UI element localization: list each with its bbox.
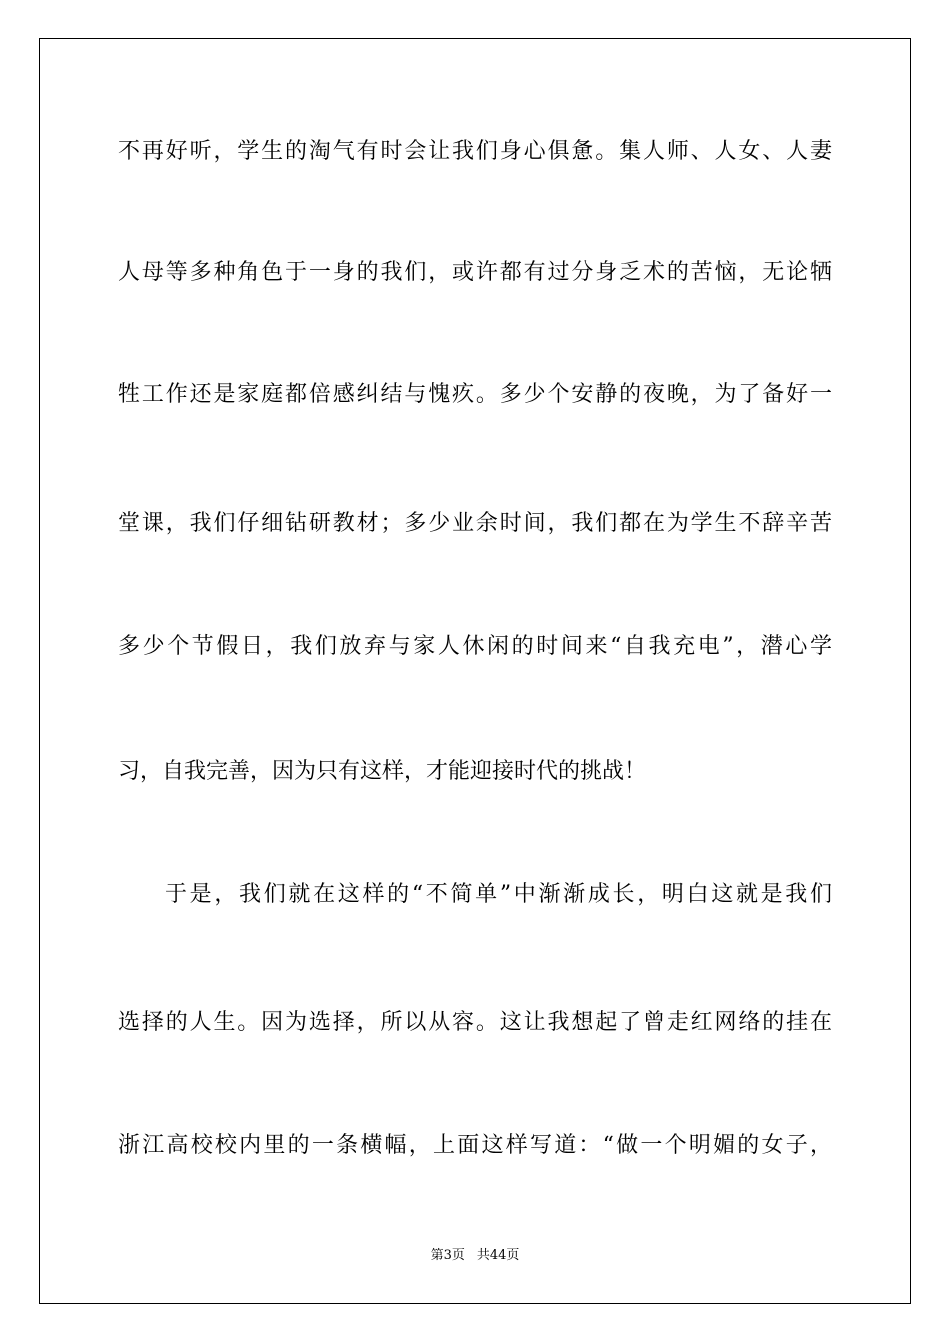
text-line-3: 牲工作还是家庭都倍感纠结与愧疚。多少个安静的夜晚，为了备好一 bbox=[118, 382, 832, 407]
page-total: 共44页 bbox=[476, 1248, 520, 1263]
text-line-4: 堂课，我们仔细钻研教材；多少业余时间，我们都在为学生不辞辛苦 bbox=[118, 511, 832, 536]
page-footer bbox=[0, 1247, 950, 1265]
text-line-7: 于是，我们就在这样的“不简单”中渐渐成长，明白这就是我们 bbox=[165, 882, 832, 907]
text-line-9: 浙江高校校内里的一条横幅，上面这样写道：“做一个明媚的女子， bbox=[118, 1133, 832, 1158]
text-line-8: 选择的人生。因为选择，所以从容。这让我想起了曾走红网络的挂在 bbox=[118, 1010, 832, 1035]
page-border bbox=[39, 38, 911, 1304]
text-line-2: 人母等多种角色于一身的我们，或许都有过分身乏术的苦恼，无论牺 bbox=[118, 260, 832, 285]
page-number: 第3页 bbox=[430, 1248, 465, 1263]
text-line-5: 多少个节假日，我们放弃与家人休闲的时间来“自我充电”，潜心学 bbox=[118, 634, 832, 659]
text-line-6: 习，自我完善，因为只有这样，才能迎接时代的挑战！ bbox=[118, 759, 647, 784]
text-line-1: 不再好听，学生的淘气有时会让我们身心俱惫。集人师、人女、人妻 bbox=[118, 139, 832, 164]
